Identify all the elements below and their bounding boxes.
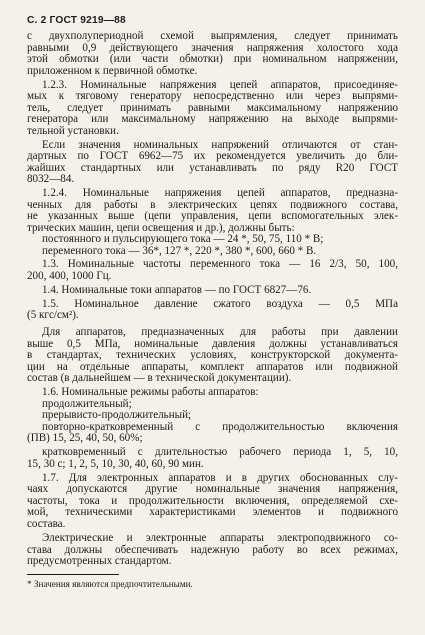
text-line: состав (в дальнейшем — в технической документации). (27, 372, 292, 384)
text-line: прерывисто-продолжительный; (42, 409, 192, 422)
footnote-divider (27, 574, 119, 575)
text-line: в стандартах, технических условиях, конструкторской документа- (27, 349, 398, 362)
text-line: постоянного и пульсирующего тока — 24 *, 50, 75, 110 * В; (42, 233, 324, 246)
text-line: с двухполупериодной схемой выпрямления, следует принимать (27, 30, 398, 42)
text-line: чаях допускаются другие номинальные значения напряжения, (27, 483, 398, 496)
text-line: равными 0,9 действующего значения напряжения холостого хода (27, 41, 398, 54)
text-line: повторно-кратковременный с продолжительностью включения (42, 420, 398, 433)
page-header: С. 2 ГОСТ 9219—88 (27, 15, 126, 26)
text-line: 8032—84. (27, 173, 75, 186)
text-line: переменного тока — 36*, 127 *, 220 *, 380 *, 600, 660 * В. (42, 244, 317, 257)
text-line: ции на отдельные аппараты, комплект аппаратов или подвижной (27, 360, 398, 373)
text-line: (ПВ) 15, 25, 40, 50, 60%; (27, 432, 143, 445)
text-line: Электрические и электронные аппараты электроподвижного со- (42, 532, 398, 544)
text-line: 1.3. Номинальные частоты переменного тока — 16 2/3, 50, 100, (42, 258, 398, 270)
text-line: выше 0,5 МПа, номинальные давления должны устанавливаться (27, 337, 398, 350)
text-line: 1.2.4. Номинальные напряжения цепей аппаратов, предназна- (42, 187, 398, 200)
text-line: трических машин, цепи освещения и др.), должны быть: (27, 221, 295, 234)
text-line: 1.6. Номинальные режимы работы аппаратов: (42, 386, 259, 399)
text-line: ченных для работы в электрических цепях подвижного состава, (27, 198, 398, 211)
text-line: мых к тяговому генератору непосредственно или через выпрями- (27, 90, 398, 103)
text-line: приложенном к первичной обмотке. (27, 64, 198, 77)
text-line: (5 кгс/см²). (27, 309, 79, 322)
text-line: продолжительный; (42, 397, 132, 410)
text-line: 1.5. Номинальное давление сжатого воздуха — 0,5 МПа (42, 297, 398, 310)
text-line: тель, следует принимать равными максимальному напряжению (27, 101, 398, 114)
text-line: 15, 30 с; 1, 2, 5, 10, 30, 40, 60, 90 мин. (27, 457, 204, 470)
text-line: Если значения номинальных напряжений отличаются от стан- (42, 138, 398, 151)
text-line: тельной установки. (27, 124, 119, 137)
text-line: мой, техническими характеристиками элементов и подвижного (27, 506, 398, 519)
text-line: жайших стандартных или устанавливать по ряду R20 ГОСТ (27, 161, 398, 174)
text-line: Для аппаратов, предназначенных для работы при давлении (42, 326, 398, 339)
text-line: не указанных выше (цепи управления, цепи вспомогательных элек- (27, 210, 398, 223)
text-line: состава. (27, 517, 66, 530)
text-line: частоты, тока и продолжительности включения, определяемой схе- (27, 494, 398, 507)
text-line: генератора или максимальному напряжению на выходе выпрями- (27, 113, 398, 126)
text-line: дартных по ГОСТ 6962—75 их рекомендуется увеличить до бли- (27, 150, 398, 163)
text-line: 1.7. Для электронных аппаратов и в других обоснованных слу- (42, 471, 398, 484)
text-line: става должны обеспечивать надежную работу во всех режимах, (27, 543, 398, 556)
text-line: этой обмотки (или части обмотки) при номинальном напряжении, (27, 53, 398, 65)
text-line: 1.2.3. Номинальные напряжения цепей аппаратов, присоединяе- (42, 78, 398, 91)
text-line: 1.4. Номинальные токи аппаратов — по ГОСТ 6827—76. (42, 283, 312, 296)
text-line: кратковременный с длительностью рабочего периода 1, 5, 10, (42, 446, 398, 459)
text-line: предусмотренных стандартом. (27, 555, 172, 567)
text-line: 200, 400, 1000 Гц. (27, 269, 112, 282)
footnote: * Значения являются предпочтительными. (27, 579, 193, 589)
